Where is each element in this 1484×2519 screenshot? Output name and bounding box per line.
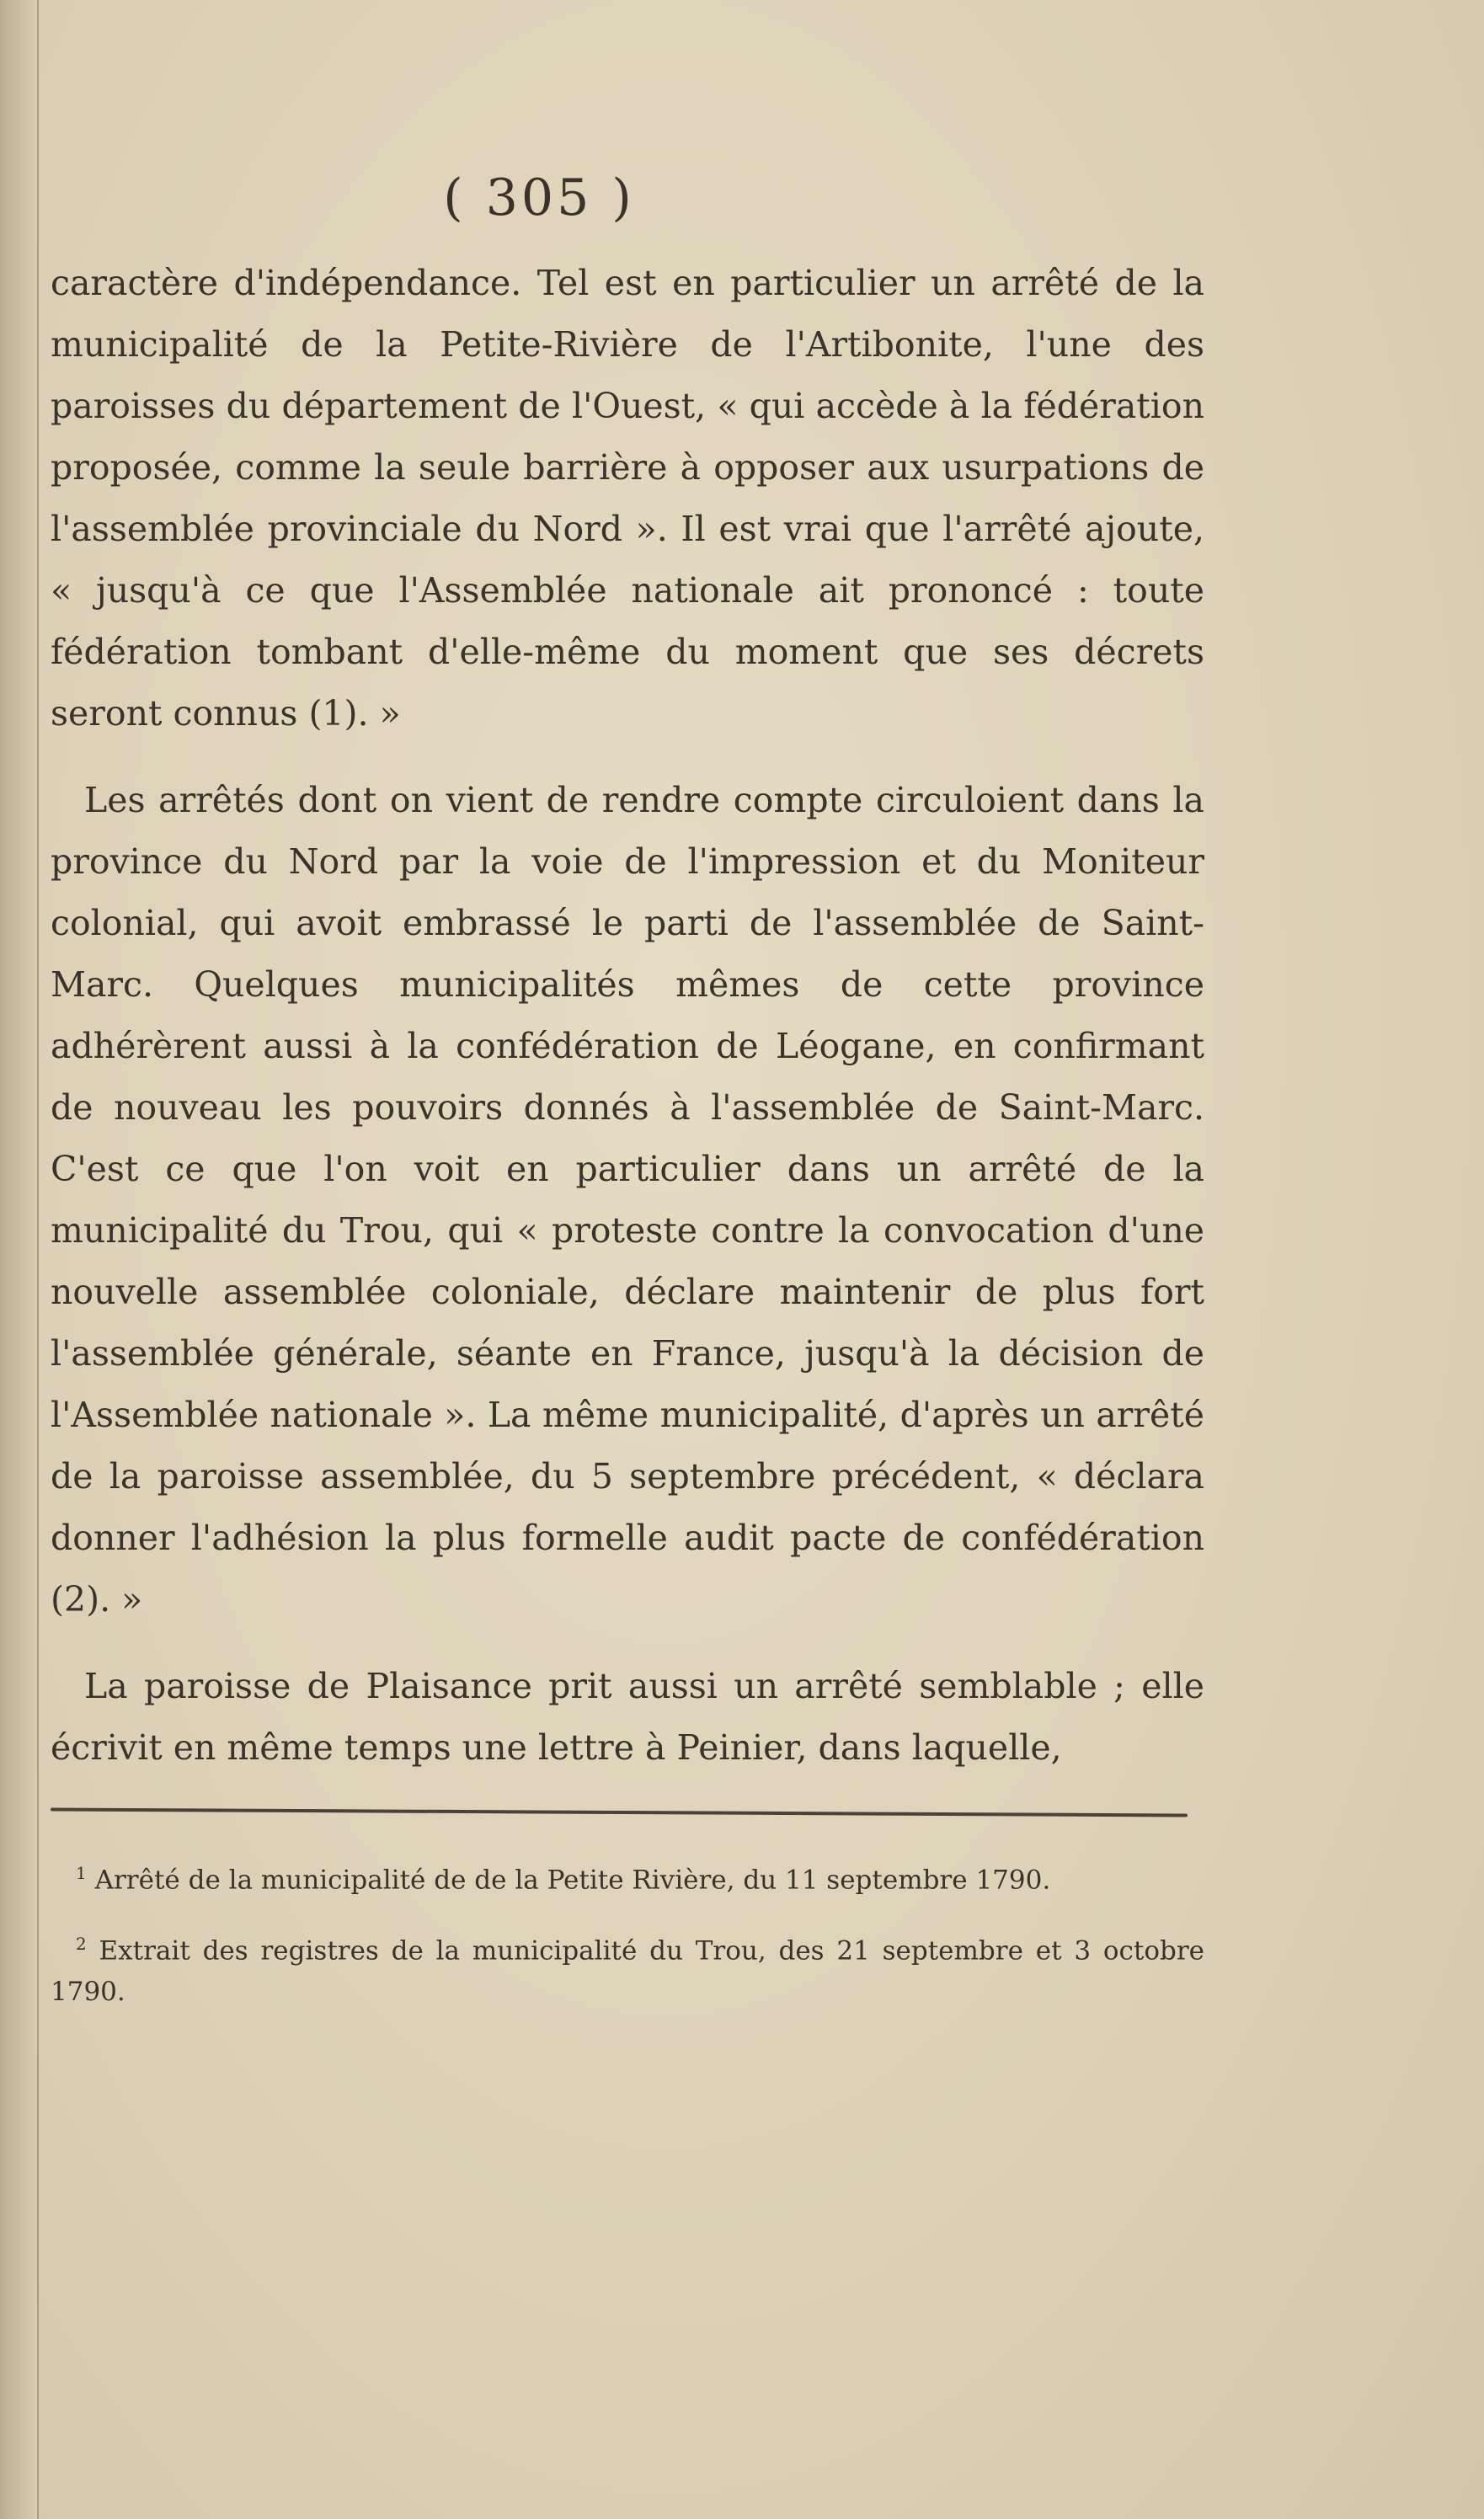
footnote-1-mark: 1 (76, 1863, 87, 1883)
binding-gutter (0, 0, 39, 2519)
footnote-rule (51, 1807, 1188, 1817)
footnote-2-text: Extrait des registres de la municipalité du Trou, des 21 septembre et 3 octobre 1790. (51, 1935, 1204, 2007)
footnote-2 (51, 1924, 1204, 2011)
footnote-1 (51, 1853, 1204, 1900)
footnote-1-text: Arrêté de la municipalité de de la Petite Rivière, du 11 septembre 1790. (94, 1865, 1051, 1896)
paragraph-2: Les arrêtés dont on vient de rendre compte circuloient dans la province du Nord par la voie de l'impression et du Moniteur colonial, qui avoit embrassé le parti de l'assemblée de Saint-Marc. Quelques municipalités mêmes de cette province adhérèrent aussi à la confédération de Léogane, en confirmant de nouveau les pouvoirs donnés à l'assemblée de Saint-Marc. C'est ce que l'on voit en particulier dans un arrêté de la municipalité du Trou, qui « proteste contre la convocation d'une nouvelle assemblée coloniale, déclare maintenir de plus fort l'assemblée générale, séante en France, jusqu'à la décision de l'Assemblée nationale ». La même municipalité, d'après un arrêté de la paroisse assemblée, du 5 septembre précédent, « déclara donner l'adhésion la plus formelle audit pacte de confédération (2). » (51, 780, 1204, 1620)
footnotes (51, 1853, 1204, 2036)
paragraph-3: La paroisse de Plaisance prit aussi un arrêté semblable ; elle écrivit en même temps une lettre à Peinier, dans laquelle, (51, 1666, 1204, 1768)
body-text (51, 253, 1204, 1779)
footnote-2-mark: 2 (76, 1934, 87, 1955)
page-number: ( 305 ) (443, 168, 635, 227)
paragraph-1: caractère d'indépendance. Tel est en particulier un arrêté de la municipalité de la Petite-Rivière de l'Artibonite, l'une des paroisses du département de l'Ouest, « qui accède à la fédération proposée, comme la seule barrière à opposer aux usurpations de l'assemblée provinciale du Nord ». Il est vrai que l'arrêté ajoute, « jusqu'à ce que l'Assemblée nationale ait prononcé : toute fédération tombant d'elle-même du moment que ses décrets seront connus (1). » (51, 263, 1204, 734)
